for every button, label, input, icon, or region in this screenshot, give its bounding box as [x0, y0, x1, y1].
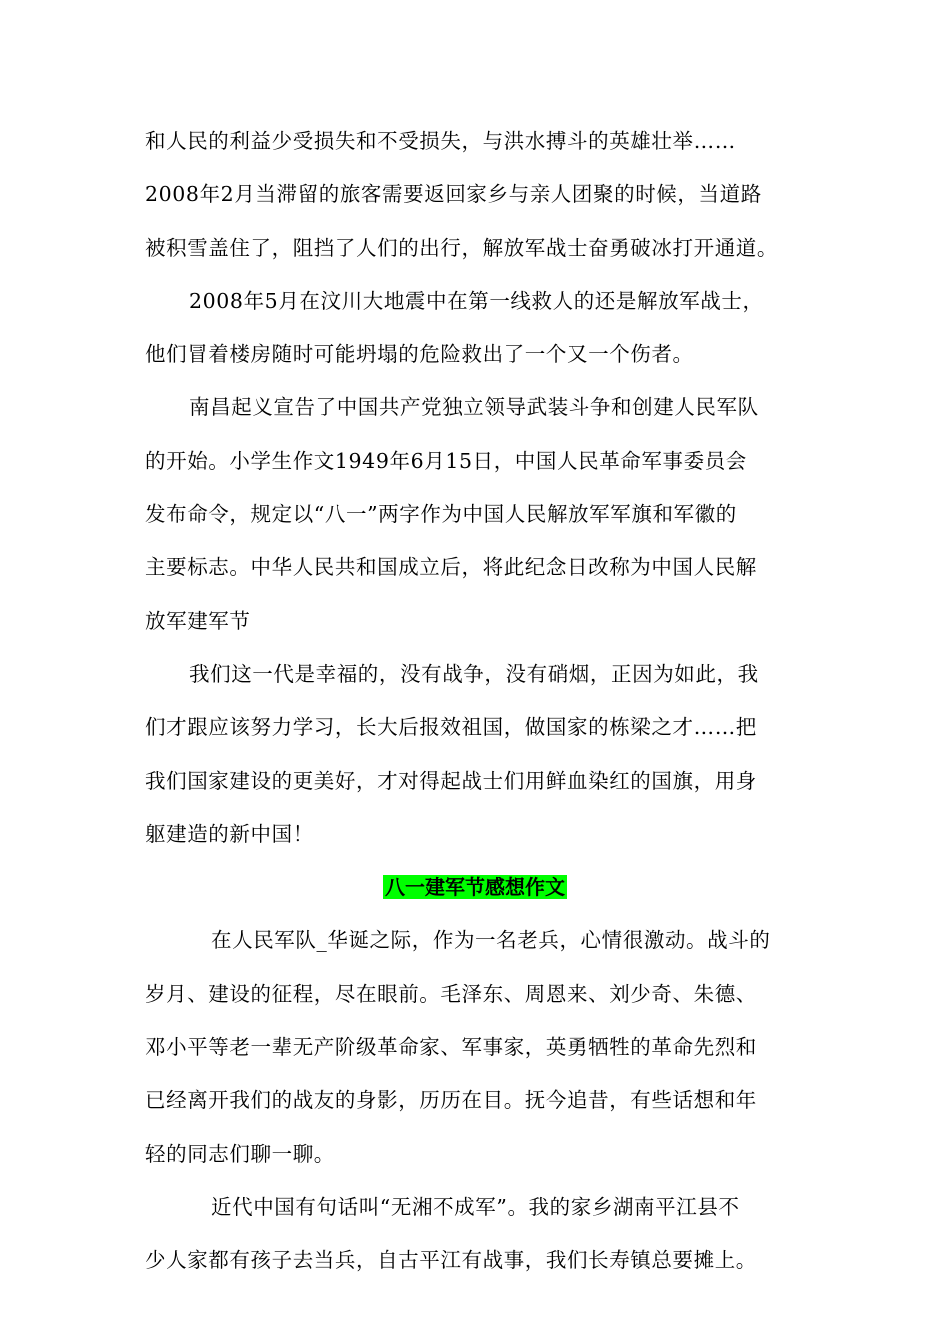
text-line: 在人民军队_华诞之际，作为一名老兵，心情很激动。战斗的 [211, 928, 771, 953]
text-line: 我们国家建设的更美好，才对得起战士们用鲜血染红的国旗，用身 [145, 768, 757, 793]
text-line: 已经离开我们的战友的身影，历历在目。抚今追昔，有些话想和年 [145, 1088, 757, 1113]
text-line: 的开始。小学生作文1949年6月15日，中国人民革命军事委员会 [145, 448, 747, 473]
text-line: 近代中国有句话叫“无湘不成军”。我的家乡湖南平江县不 [211, 1194, 740, 1219]
text-line: 主要标志。中华人民共和国成立后，将此纪念日改称为中国人民解 [145, 555, 757, 580]
text-line: 被积雪盖住了，阻挡了人们的出行，解放军战士奋勇破冰打开通道。 [145, 235, 778, 260]
text-line: 发布命令，规定以“八一”两字作为中国人民解放军军旗和军徽的 [145, 502, 737, 527]
text-line: 轻的同志们聊一聊。 [145, 1141, 335, 1166]
document-page [145, 126, 805, 1299]
text-line: 躯建造的新中国！ [145, 821, 314, 846]
text-line: 2008年2月当滞留的旅客需要返回家乡与亲人团聚的时候，当道路 [145, 182, 762, 207]
text-line: 和人民的利益少受损失和不受损失，与洪水搏斗的英雄壮举…… [145, 129, 736, 153]
section-heading [145, 872, 805, 902]
text-line: 他们冒着楼房随时可能坍塌的危险救出了一个又一个伤者。 [145, 342, 694, 367]
text-line: 放军建军节 [145, 608, 251, 633]
text-line: 邓小平等老一辈无产阶级革命家、军事家，英勇牺牲的革命先烈和 [145, 1035, 757, 1060]
text-line: 岁月、建设的征程，尽在眼前。毛泽东、周恩来、刘少奇、朱德、 [145, 981, 757, 1006]
text-line: 2008年5月在汶川大地震中在第一线救人的还是解放军战士， [189, 288, 764, 313]
text-line: 我们这一代是幸福的，没有战争，没有硝烟，正因为如此，我 [189, 661, 759, 686]
text-line: 南昌起义宣告了中国共产党独立领导武装斗争和创建人民军队 [189, 395, 759, 420]
text-line: 们才跟应该努力学习，长大后报效祖国，做国家的栋梁之才……把 [145, 715, 757, 740]
text-line: 少人家都有孩子去当兵，自古平江有战事，我们长寿镇总要摊上。 [145, 1248, 757, 1273]
section-heading-text: 八一建军节感想作文 [385, 875, 565, 900]
